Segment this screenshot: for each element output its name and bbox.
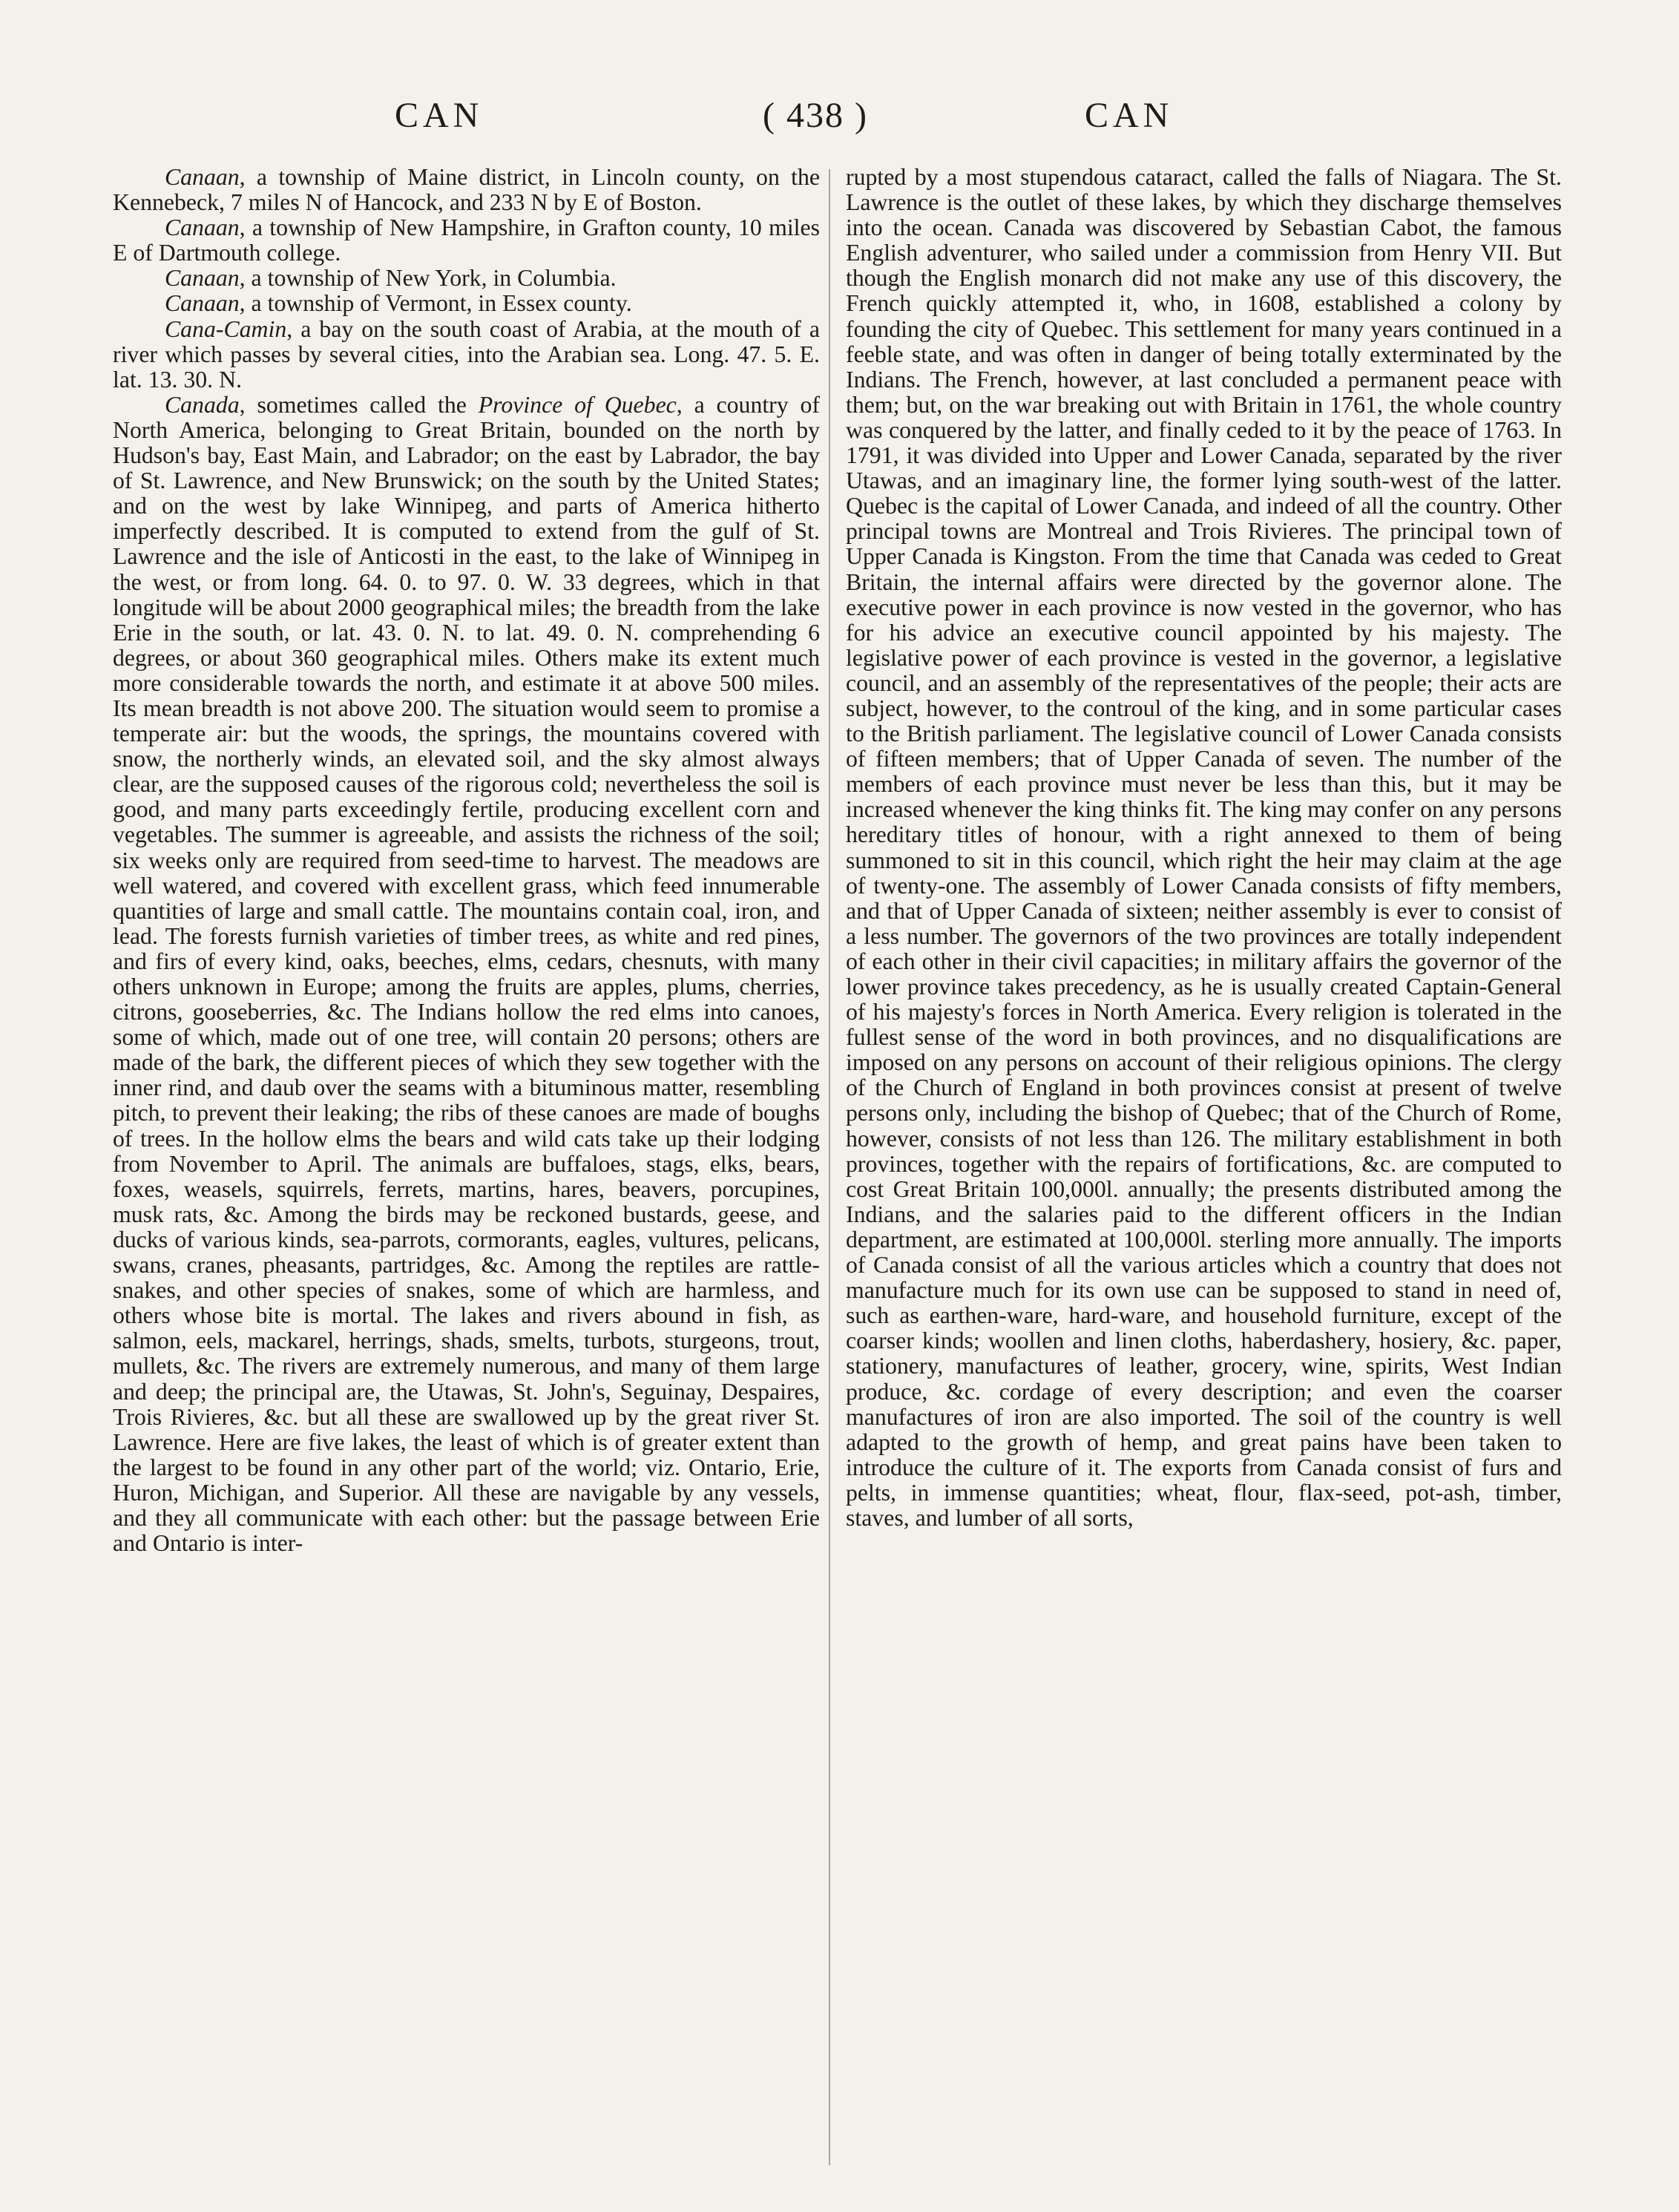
entry-text: , a township of New Hampshire, in Grafton county, 10 miles E of Dartmouth college. (113, 214, 820, 266)
entry-text: , a township of New York, in Columbia. (239, 265, 617, 292)
entry-headword: Canada (164, 391, 240, 418)
entry-text-lead: , sometimes called the (239, 391, 479, 418)
entry-headword: Canaan (164, 214, 240, 241)
entry-cana-camin (113, 317, 820, 393)
header-left-catchword: CAN (395, 96, 484, 135)
entry-canaan-vermont (113, 291, 820, 316)
entry-headword: Canaan (164, 165, 240, 190)
entry-canaan-maine (113, 165, 820, 215)
right-column (846, 165, 1562, 2183)
column-divider (829, 169, 830, 2165)
entry-headword: Canaan (164, 290, 240, 317)
entry-canaan-new-york (113, 266, 820, 291)
header-right-catchword: CAN (1085, 96, 1174, 135)
entry-canada (113, 393, 820, 1556)
entry-text: , a country of North America, belonging to Great Britain, bounded on the north by Hudson's bay, East Main, and Labrador; on the east by Labrador, the bay of St. Lawrence, and New Brunswick; on the south by the United States; and on the west by lake Winnipeg, and parts of America hitherto imperfectly described. It is computed to extend from the gulf of St. Lawrence and the isle of Anticosti in the east, to the lake of Winnipeg in the west, or from long. 64. 0. to 97. 0. W. 33 degrees, which in that longitude will be about 2000 geographical miles; the breadth from the lake Erie in the south, or lat. 43. 0. N. to lat. 49. 0. N. comprehending 6 degrees, or about 360 geographical miles. Others make its extent much more considerable towards the north, and estimate it at above 500 miles. Its mean breadth is not above 200. The situation would seem to promise a temperate air: but the woods, the springs, the mountains covered with snow, the northerly winds, an elevated soil, and the sky almost always clear, are the supposed causes of the rigorous cold; nevertheless the soil is good, and many parts exceedingly fertile, producing excellent corn and vegetables. The summer is agreeable, and assists the richness of the soil; six weeks only are required from seed-time to harvest. The meadows are well watered, and covered with excellent grass, which feed innumerable quantities of large and small cattle. The mountains contain coal, iron, and lead. The forests furnish varieties of timber trees, as white and red pines, and firs of every kind, oaks, beeches, elms, cedars, chesnuts, with many others unknown in Europe; among the fruits are apples, plums, cherries, citrons, gooseberries, &c. The Indians hollow the red elms into canoes, some of which, made out of one tree, will contain 20 persons; others are made of the bark, the different pieces of which they sew together with the inner rind, and daub over the seams with a bituminous matter, resembling pitch, to prevent their leaking; the ribs of these canoes are made of boughs of trees. In the hollow elms the bears and wild cats take up their lodging from November to April. The animals are buffaloes, stags, elks, bears, foxes, weasels, squirrels, ferrets, martins, hares, beavers, porcupines, musk rats, &c. Among the birds may be reckoned bustards, geese, and ducks of various kinds, sea-parrots, cormorants, eagles, vultures, pelicans, swans, cranes, pheasants, partridges, &c. Among the reptiles are rattle-snakes, and other species of snakes, some of which are harmless, and others whose bite is mortal. The lakes and rivers abound in fish, as salmon, eels, mackarel, herrings, shads, smelts, turbots, sturgeons, trout, mullets, &c. The rivers are extremely numerous, and many of them large and deep; the principal are, the Utawas, St. John's, Seguinay, Despaires, Trois Rivieres, &c. but all these are swallowed up by the great river St. Lawrence. Here are five lakes, the least of which is of greater extent than the largest to be found in any other part of the world; viz. Ontario, Erie, Huron, Michigan, and Superior. All these are navigable by any vessels, and they all communicate with each other: but the passage between Erie and Ontario is inter- (113, 391, 820, 1557)
left-column (113, 165, 820, 2183)
entry-alt-name: Province of Quebec (478, 391, 677, 418)
entry-text: , a bay on the south coast of Arabia, at the mouth of a river which passes by several cities, into the Arabian sea. Long. 47. 5. E. lat. 13. 30. N. (113, 315, 820, 393)
entry-canada-continued: rupted by a most stupendous cataract, called the falls of Niagara. The St. Lawrence is the outlet of these lakes, by which they discharge themselves into the ocean. Canada was discovered by Sebastian Cabot, the famous English adventurer, who sailed under a commission from Henry VII. But though the English monarch did not make any use of this discovery, the French quickly attempted it, who, in 1608, established a colony by founding the city of Quebec. This settlement for many years continued in a feeble state, and was often in danger of being totally exterminated by the Indians. The French, however, at last concluded a permanent peace with them; but, on the war breaking out with Britain in 1761, the whole country was conquered by the latter, and finally ceded to it by the peace of 1763. In 1791, it was divided into Upper and Lower Canada, separated by the river Utawas, and an imaginary line, the former lying south-west of the latter. Quebec is the capital of Lower Canada, and indeed of all the country. Other principal towns are Montreal and Trois Rivieres. The principal town of Upper Canada is Kingston. From the time that Canada was ceded to Great Britain, the internal affairs were directed by the governor alone. The executive power in each province is now vested in the governor, who has for his advice an executive council appointed by his majesty. The legislative power of each province is vested in the governor, a legislative council, and an assembly of the representatives of the people; their acts are subject, however, to the controul of the king, and in some particular cases to the British parliament. The legislative council of Lower Canada consists of fifteen members; that of Upper Canada of seven. The number of the members of each province must never be less than this, but it may be increased whenever the king thinks fit. The king may confer on any persons hereditary titles of honour, with a right annexed to them of being summoned to sit in this council, which right the heir may claim at the age of twenty-one. The assembly of Lower Canada consists of fifty members, and that of Upper Canada of sixteen; neither assembly is ever to consist of a less number. The governors of the two provinces are totally independent of each other in their civil capacities; in military affairs the governor of the lower province takes precedency, as he is usually created Captain-General of his majesty's forces in North America. Every religion is tolerated in the fullest sense of the word in both provinces, and no disqualifications are imposed on any persons on account of their religious opinions. The clergy of the Church of England in both provinces consist at present of twelve persons only, including the bishop of Quebec; that of the Church of Rome, however, consists of not less than 126. The military establishment in both provinces, together with the repairs of fortifications, &c. are computed to cost Great Britain 100,000l. annually; the presents distributed among the Indians, and the salaries paid to the different officers in the Indian department, are estimated at 100,000l. sterling more annually. The imports of Canada consist of all the various articles which a country that does not manufacture much for its own use can be supposed to stand in need of, such as earthen-ware, hard-ware, and household furniture, except of the coarser kinds; woollen and linen cloths, haberdashery, hosiery, &c. paper, stationery, manufactures of leather, grocery, wine, spirits, West Indian produce, &c. cordage of every description; and even the coarser manufactures of iron are also imported. The soil of the country is well adapted to the growth of hemp, and great pains have been taken to introduce the culture of it. The exports from Canada consist of furs and pelts, in immense quantities; wheat, flour, flax-seed, pot-ash, timber, staves, and lumber of all sorts, (846, 165, 1562, 1531)
entry-text: , a township of Maine district, in Lincoln county, on the Kennebeck, 7 miles N of Hancock, and 233 N by E of Boston. (113, 165, 820, 216)
page-number: ( 438 ) (763, 96, 868, 135)
entry-canaan-new-hampshire (113, 215, 820, 266)
running-header (111, 88, 1565, 147)
entry-headword: Cana-Camin (164, 315, 287, 342)
entry-headword: Canaan (164, 265, 240, 292)
entry-text: , a township of Vermont, in Essex county. (239, 290, 632, 317)
